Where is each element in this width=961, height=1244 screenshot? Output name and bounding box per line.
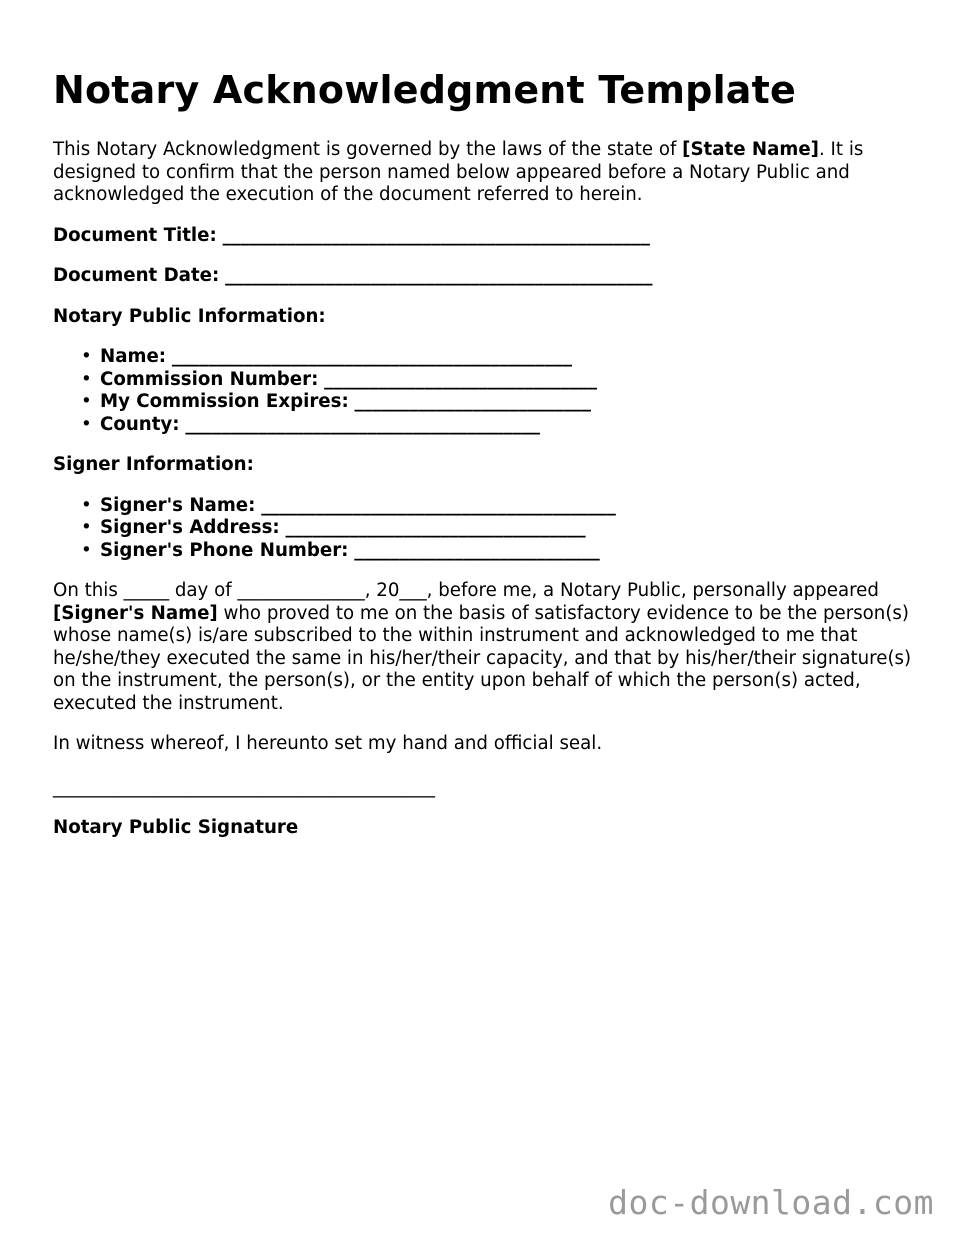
bullet-icon: • bbox=[81, 391, 92, 412]
acknowledgment-paragraph bbox=[53, 580, 913, 715]
notary-info-list bbox=[53, 346, 913, 436]
signature-line[interactable]: __________________________________________ bbox=[53, 776, 435, 798]
list-item-signer-phone bbox=[81, 539, 913, 563]
county-label: County: bbox=[100, 413, 180, 435]
list-item-commission-number bbox=[81, 368, 913, 392]
list-item-county bbox=[81, 413, 913, 437]
signer-name-placeholder: [Signer's Name] bbox=[53, 602, 218, 624]
notary-name-blank[interactable]: ____________________________________________ bbox=[171, 346, 572, 367]
commission-expires-blank[interactable]: __________________________ bbox=[354, 391, 591, 412]
acknowledgment-text-post: who proved to me on the basis of satisfactory evidence to be the person(s) whose name(s) is/are subscribed to the within instrument and acknowledged to me that he/she/they executed the same in his/her/their capacity, and that by his/her/their signature(s) on the instrument, the person(s), or the entity upon behalf of which the person(s) acted, executed the instrument. bbox=[53, 602, 912, 714]
signer-phone-blank[interactable]: ___________________________ bbox=[354, 539, 600, 561]
list-item-signer-name bbox=[81, 494, 913, 518]
commission-number-label: Commission Number: bbox=[100, 368, 319, 390]
bullet-icon: • bbox=[81, 494, 92, 516]
signer-info-heading: Signer Information: bbox=[53, 454, 254, 475]
document-title-blank[interactable]: _______________________________________________ bbox=[222, 224, 650, 246]
state-name-placeholder: [State Name] bbox=[682, 139, 819, 160]
watermark-text: doc-download.com bbox=[608, 1183, 934, 1222]
intro-text-pre: This Notary Acknowledgment is governed by the laws of the state of bbox=[53, 139, 683, 160]
bullet-icon: • bbox=[81, 539, 92, 561]
document-title-field bbox=[53, 225, 913, 248]
bullet-icon: • bbox=[81, 517, 92, 538]
signer-name-blank[interactable]: _______________________________________ bbox=[261, 494, 616, 516]
acknowledgment-text-pre: On this _____ day of ______________, 20___, before me, a Notary Public, personally appeared bbox=[53, 580, 879, 601]
county-blank[interactable]: _______________________________________ bbox=[185, 413, 541, 435]
document-page bbox=[53, 64, 913, 840]
signature-label: Notary Public Signature bbox=[53, 817, 299, 838]
list-item-signer-address bbox=[81, 517, 913, 540]
list-item-notary-name bbox=[81, 346, 913, 369]
document-date-field bbox=[53, 265, 913, 288]
bullet-icon: • bbox=[81, 368, 92, 390]
intro-text-post: . It is designed to confirm that the person named below appeared before a Notary Public and acknowledged the execution of the document referred to herein. bbox=[53, 139, 864, 205]
witness-statement: In witness whereof, I hereunto set my hand and official seal. bbox=[53, 733, 603, 754]
signer-address-blank[interactable]: _________________________________ bbox=[285, 517, 586, 538]
notary-info-heading: Notary Public Information: bbox=[53, 305, 326, 327]
document-title-label: Document Title: bbox=[53, 224, 217, 246]
signer-info-list bbox=[53, 495, 913, 563]
list-item-commission-expires bbox=[81, 391, 913, 414]
commission-expires-label: My Commission Expires: bbox=[100, 391, 349, 412]
signer-address-label: Signer's Address: bbox=[100, 517, 280, 538]
commission-number-blank[interactable]: ______________________________ bbox=[324, 368, 597, 390]
signer-phone-label: Signer's Phone Number: bbox=[100, 539, 349, 561]
bullet-icon: • bbox=[81, 346, 92, 367]
notary-name-label: Name: bbox=[100, 346, 167, 367]
document-date-blank[interactable]: _______________________________________________ bbox=[225, 265, 653, 286]
document-date-label: Document Date: bbox=[53, 265, 220, 286]
intro-paragraph bbox=[53, 139, 913, 207]
page-title: Notary Acknowledgment Template bbox=[53, 68, 796, 112]
signer-name-label: Signer's Name: bbox=[100, 494, 256, 516]
bullet-icon: • bbox=[81, 413, 92, 435]
